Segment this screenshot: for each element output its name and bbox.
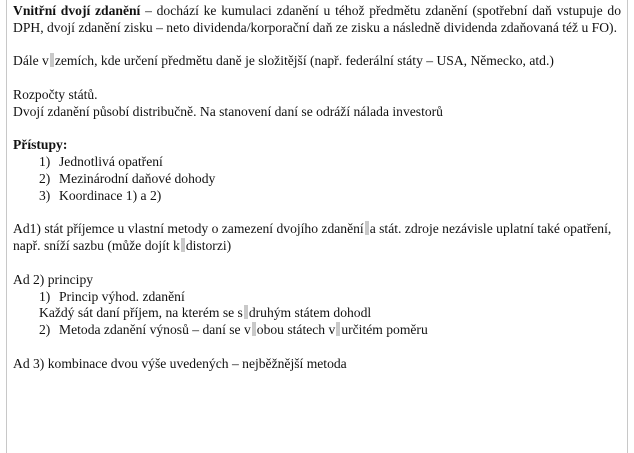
approaches-list — [13, 154, 621, 204]
list-number: 2) — [39, 170, 51, 186]
text-fragment: obou státech v — [256, 322, 336, 338]
list-item — [13, 322, 621, 339]
blank-line — [13, 121, 621, 138]
list-number: 2) — [39, 322, 51, 338]
text-fragment: Dále v — [13, 53, 49, 69]
text-cursor-marker — [252, 322, 256, 336]
list-number: 3) — [39, 187, 51, 203]
text-cursor-marker — [336, 322, 340, 336]
list-text: Jednotlivá opatření — [59, 154, 163, 170]
text-fragment: druhým státem dohodl — [248, 305, 372, 321]
text-fragment: Každý sát daní příjem, na kterém se s — [39, 305, 243, 321]
list-item — [13, 154, 621, 171]
text-cursor-marker — [181, 238, 185, 252]
text-fragment: Ad1) stát příjemce u vlastní metody o zamezení dvojího zdanění — [13, 221, 364, 237]
paragraph-ad3: Ad 3) kombinace dvou výše uvedených – nejběžnější metoda — [13, 355, 347, 371]
text-fragment: zemích, kde určení předmětu daně je složitější (např. federální státy – USA, Německo, atd.) — [54, 53, 554, 69]
text-cursor-marker — [244, 305, 248, 319]
ad2-heading: Ad 2) principy — [13, 271, 94, 287]
ad2-list — [13, 289, 621, 306]
document-page — [6, 0, 628, 453]
list-number: 1) — [39, 154, 51, 170]
paragraph-state-budgets: Rozpočty států. — [13, 86, 98, 102]
list-item — [13, 171, 621, 188]
text-fragment: Metoda zdanění výnosů – daní se v — [59, 322, 251, 338]
text-cursor-marker — [365, 221, 369, 235]
paragraph-countries — [13, 53, 621, 70]
paragraph-internal-double-taxation — [13, 3, 621, 37]
text-fragment: určitém poměru — [341, 322, 428, 338]
text-cursor-marker — [50, 53, 54, 67]
list-text: Koordinace 1) a 2) — [59, 187, 162, 203]
blank-line — [13, 339, 621, 356]
list-text: Princip výhod. zdanění — [59, 288, 185, 304]
paragraph-ad1 — [13, 221, 621, 255]
text-fragment: a stát. zdroje nezávisle uplatní také opatření, např. sníží sazbu (může dojít k — [13, 221, 612, 254]
list-item — [13, 188, 621, 205]
list-number: 1) — [39, 288, 51, 304]
blank-line — [13, 70, 621, 87]
blank-line — [13, 37, 621, 54]
text-fragment: distorzi) — [185, 238, 232, 254]
paragraph-distribution: Dvojí zdanění působí distribučně. Na stanovení daní se odráží nálada investorů — [13, 103, 443, 119]
ad2-continuation — [13, 305, 621, 322]
list-item — [13, 289, 621, 306]
paragraph-text: – dochází ke kumulaci zdanění u téhož předmětu zdanění (spotřební daň vstupuje do DPH, dvojí zdanění zisku – neto dividenda/korporační daň ze zisku a následně dividenda zdaňovaná též u FO). — [13, 3, 621, 35]
approaches-heading: Přístupy: — [13, 137, 68, 153]
blank-line — [13, 205, 621, 222]
ad2-list-second — [13, 322, 621, 339]
list-text: Mezinárodní daňové dohody — [59, 170, 216, 186]
blank-line — [13, 255, 621, 272]
term-internal-double-taxation: Vnitřní dvojí zdanění — [13, 3, 141, 18]
